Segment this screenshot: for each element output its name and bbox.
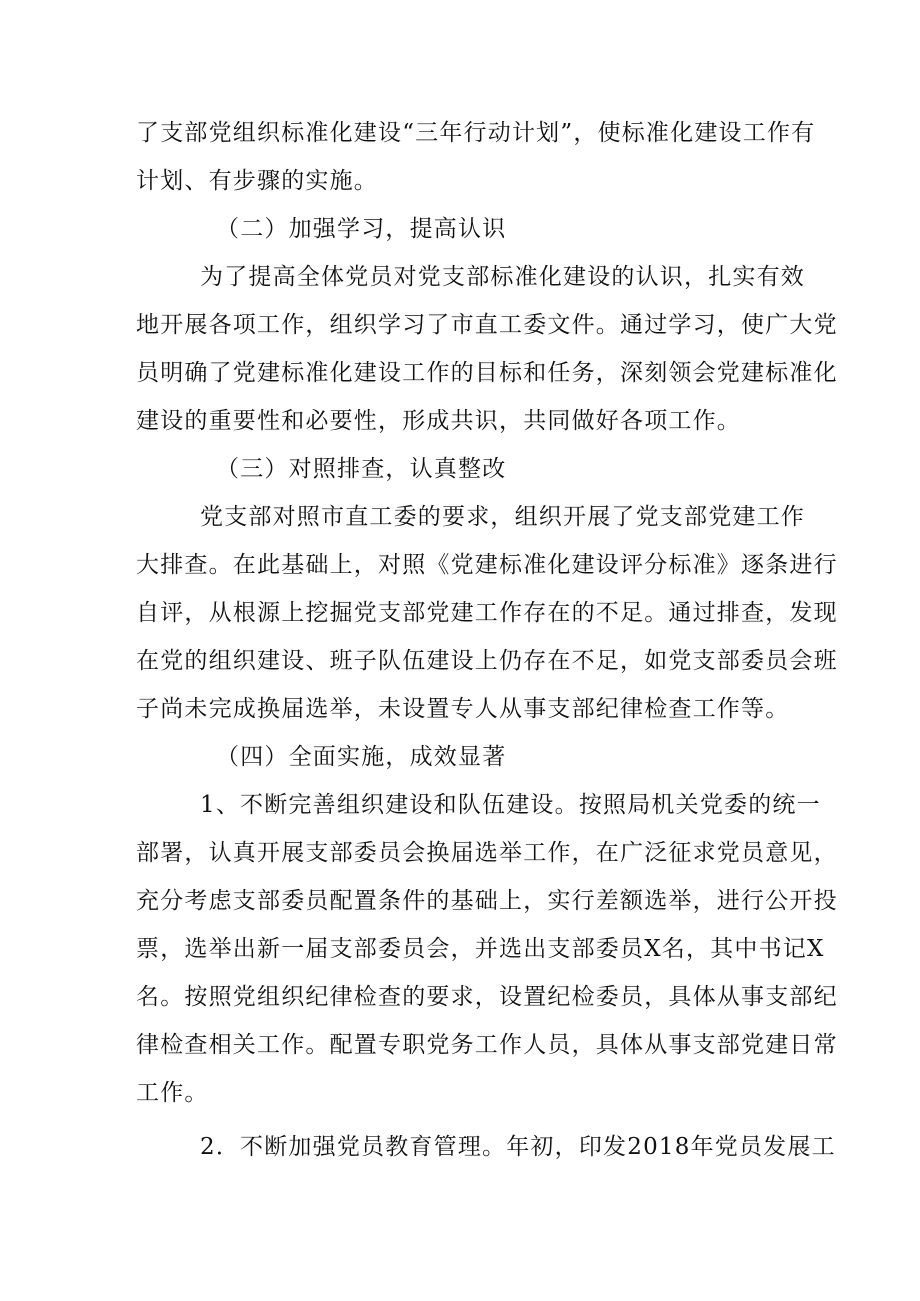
text-line: 建设的重要性和必要性，形成共识，共同做好各项工作。	[136, 408, 741, 434]
text-line: 票，选举出新一届支部委员会，并选出支部委员X名，其中书记X	[136, 936, 825, 962]
text-line: 为了提高全体党员对党支部标准化建设的认识，扎实有效	[200, 264, 805, 290]
text-line: 名。按照党组织纪律检查的要求，设置纪检委员，具体从事支部纪	[136, 984, 838, 1010]
section-heading: （四）全面实施，成效显著	[216, 744, 507, 770]
section-heading: （二）加强学习，提高认识	[216, 216, 507, 242]
text-line: 地开展各项工作，组织学习了市直工委文件。通过学习，使广大党	[136, 312, 838, 338]
text-line: 律检查相关工作。配置专职党务工作人员，具体从事支部党建日常	[136, 1032, 838, 1058]
text-line: 自评，从根源上挖掘党支部党建工作存在的不足。通过排查，发现	[136, 600, 838, 626]
text-line: 员明确了党建标准化建设工作的目标和任务，深刻领会党建标准化	[136, 360, 838, 386]
text-line: 在党的组织建设、班子队伍建设上仍存在不足，如党支部委员会班	[136, 648, 838, 674]
text-line: 部署，认真开展支部委员会换届选举工作，在广泛征求党员意见，	[136, 840, 838, 866]
text-line: 充分考虑支部委员配置条件的基础上，实行差额选举，进行公开投	[136, 888, 838, 914]
text-line: 工作。	[136, 1080, 209, 1106]
text-line: 2．不断加强党员教育管理。年初，印发2018年党员发展工	[200, 1134, 836, 1160]
text-line: 计划、有步骤的实施。	[136, 168, 378, 194]
text-line: 1、不断完善组织建设和队伍建设。按照局机关党委的统一	[200, 792, 821, 818]
text-line: 大排查。在此基础上，对照《党建标准化建设评分标准》逐条进行	[136, 552, 838, 578]
text-line: 子尚未完成换届选举，未设置专人从事支部纪律检查工作等。	[136, 696, 790, 722]
text-line: 了支部党组织标准化建设“三年行动计划”，使标准化建设工作有	[136, 120, 816, 146]
text-line: 党支部对照市直工委的要求，组织开展了党支部党建工作	[200, 504, 805, 530]
section-heading: （三）对照排查，认真整改	[216, 456, 507, 482]
